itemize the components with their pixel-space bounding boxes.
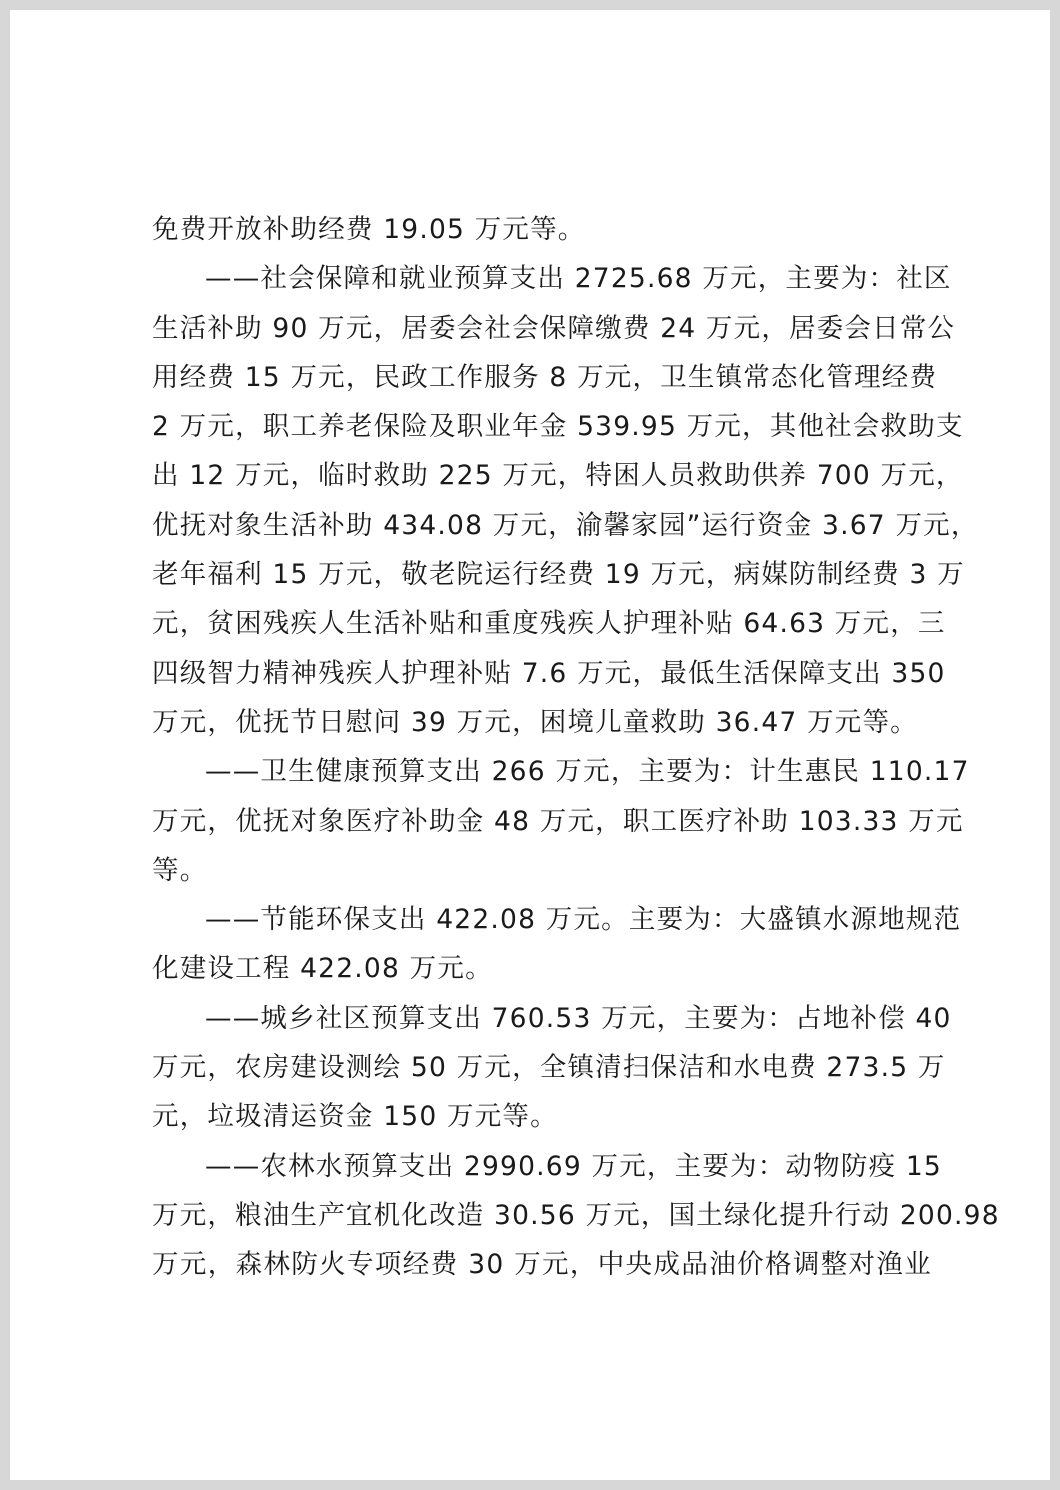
text-line-13: 万元，优抚对象医疗补助金 48 万元，职工医疗补助 103.33 万元 — [152, 805, 964, 837]
text-line-21: 万元，粮油生产宜机化改造 30.56 万元，国土绿化提升行动 200.98 — [152, 1199, 1000, 1231]
text-line-18: 万元，农房建设测绘 50 万元，全镇清扫保洁和水电费 273.5 万 — [152, 1052, 946, 1084]
text-line-14: 等。 — [152, 854, 208, 886]
text-line-6: 出 12 万元，临时救助 225 万元，特困人员救助供养 700 万元， — [152, 460, 964, 492]
document-body — [152, 205, 1000, 1290]
text-line-15: ——节能环保支出 422.08 万元。主要为：大盛镇水源地规范 — [205, 904, 962, 936]
text-line-11: 万元，优抚节日慰问 39 万元，困境儿童救助 36.47 万元等。 — [152, 706, 918, 738]
text-line-16: 化建设工程 422.08 万元。 — [152, 953, 493, 985]
text-line-8: 老年福利 15 万元，敬老院运行经费 19 万元，病媒防制经费 3 万 — [152, 559, 965, 591]
text-line-17: ——城乡社区预算支出 760.53 万元，主要为：占地补偿 40 — [205, 1002, 952, 1034]
text-line-10: 四级智力精神残疾人护理补贴 7.6 万元，最低生活保障支出 350 — [152, 657, 946, 689]
text-line-5: 2 万元，职工养老保险及职业年金 539.95 万元，其他社会救助支 — [152, 411, 964, 443]
text-line-19: 元，垃圾清运资金 150 万元等。 — [152, 1101, 558, 1133]
text-line-2: ——社会保障和就业预算支出 2725.68 万元，主要为：社区 — [205, 263, 952, 295]
text-line-7: 优抚对象生活补助 434.08 万元，渝馨家园”运行资金 3.67 万元， — [152, 509, 979, 541]
text-line-1: 免费开放补助经费 19.05 万元等。 — [152, 214, 586, 245]
text-line-20: ——农林水预算支出 2990.69 万元，主要为：动物防疫 15 — [205, 1150, 942, 1182]
text-line-9: 元，贫困残疾人生活补贴和重度残疾人护理补贴 64.63 万元，三 — [152, 608, 946, 640]
text-line-22: 万元，森林防火专项经费 30 万元，中央成品油价格调整对渔业 — [152, 1249, 932, 1281]
text-line-3: 生活补助 90 万元，居委会社会保障缴费 24 万元，居委会日常公 — [152, 312, 956, 344]
text-line-4: 用经费 15 万元，民政工作服务 8 万元，卫生镇常态化管理经费 — [152, 361, 938, 393]
text-line-12: ——卫生健康预算支出 266 万元，主要为：计生惠民 110.17 — [205, 756, 970, 788]
document-page — [10, 10, 1050, 1480]
